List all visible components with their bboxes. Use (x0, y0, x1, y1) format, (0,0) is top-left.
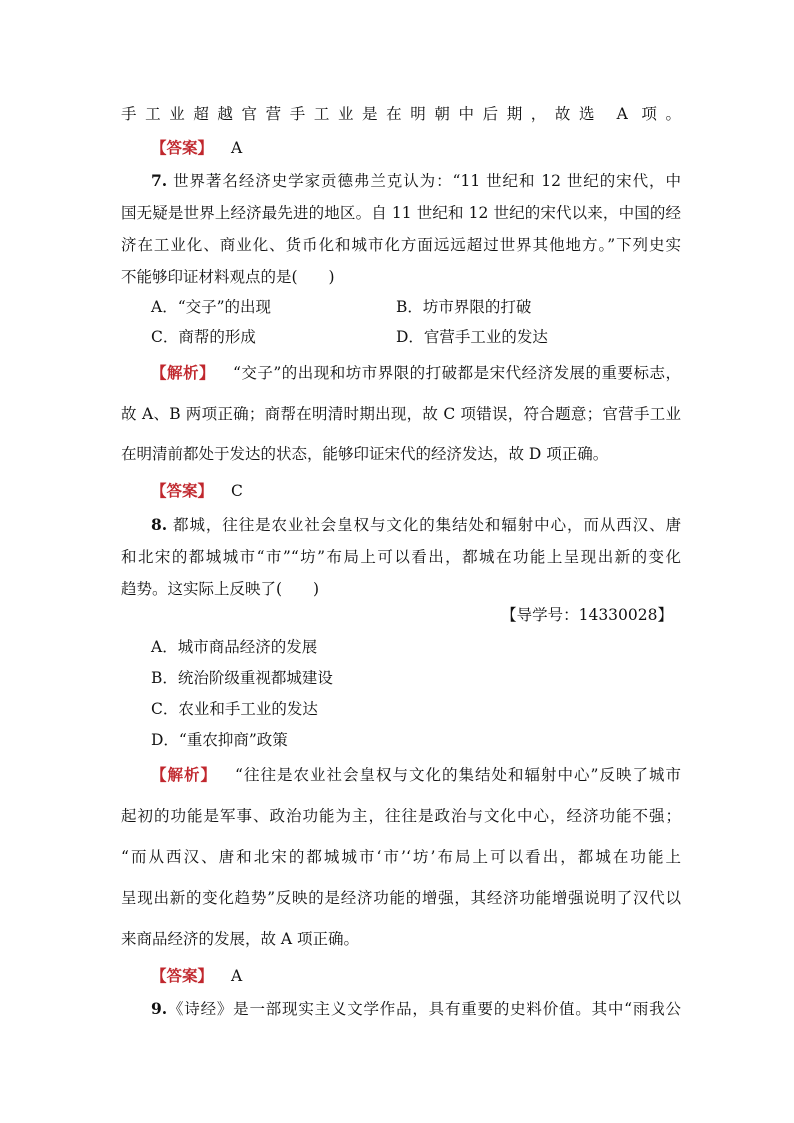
q8-option-d: D．“重农抑商”政策 (151, 731, 288, 749)
q7-stem-line-1: 7. 世界著名经济史学家贡德弗兰克认为：“11 世纪和 12 世纪的宋代，中 (151, 171, 681, 190)
q7-option-d: D．官营手工业的发达 (396, 328, 548, 346)
q6-answer-value: A (231, 139, 243, 157)
answer-label: 【答案】 (151, 138, 214, 157)
q8-analysis-line-1: 【解析】 “往往是农业社会皇权与文化的集结处和辐射中心”反映了城市 (151, 765, 681, 784)
q8-option-a: A．城市商品经济的发展 (151, 638, 318, 656)
q6-answer-row (151, 137, 711, 159)
q7-stem-line-4: 不能够印证材料观点的是( ) (121, 268, 335, 286)
q7-option-a: A．“交子”的出现 (151, 298, 272, 316)
q8-stem-line-1: 8. 都城，往往是农业社会皇权与文化的集结处和辐射中心，而从西汉、唐 (151, 515, 681, 534)
q8-stem-line-2: 和北宋的都城城市“市”“坊”布局上可以看出，都城在功能上呈现出新的变化 (121, 548, 681, 566)
q9-stem-line-1: 9.《诗经》是一部现实主义文学作品，具有重要的史料价值。其中“雨我公 (151, 999, 681, 1018)
q7-analysis-line-3: 在明清前都处于发达的状态，能够印证宋代的经济发达，故 D 项正确。 (121, 445, 609, 463)
q8-option-b: B．统治阶级重视都城建设 (151, 669, 333, 687)
q7-option-b: B．坊市界限的打破 (396, 298, 532, 316)
q8-analysis-line-2: 起初的功能是军事、政治功能为主，往往是政治与文化中心，经济功能不强； (121, 807, 681, 825)
lead-text: 手工业超越官营手工业是在明朝中后期，故选 A 项。 (121, 105, 681, 123)
q8-answer-value: A (231, 967, 243, 985)
q7-option-c: C．商帮的形成 (151, 328, 256, 346)
answer-label: 【答案】 (151, 481, 214, 500)
q8-analysis-line-3: “而从西汉、唐和北宋的都城城市‘市’‘坊’布局上可以看出，都城在功能上 (121, 848, 681, 866)
q7-stem-line-2: 国无疑是世界上经济最先进的地区。自 11 世纪和 12 世纪的宋代以来，中国的经 (121, 204, 681, 222)
analysis-label: 【解析】 (151, 765, 218, 784)
q7-analysis-line-1: 【解析】 “交子”的出现和坊市界限的打破都是宋代经济发展的重要标志， (151, 363, 681, 382)
q7-answer-value: C (231, 482, 243, 500)
q9-number: 9. (151, 999, 168, 1018)
q8-answer-row (151, 965, 711, 987)
q7-answer-row (151, 480, 711, 502)
q8-stem-line-3: 趋势。这实际上反映了( ) (121, 580, 320, 598)
q7-number: 7. (151, 171, 168, 190)
q8-analysis-line-4: 呈现出新的变化趋势”反映的是经济功能的增强，其经济功能增强说明了汉代以 (121, 889, 681, 907)
analysis-label: 【解析】 (151, 363, 215, 382)
q8-number: 8. (151, 515, 168, 534)
answer-label: 【答案】 (151, 966, 214, 985)
q8-analysis-line-5: 来商品经济的发展，故 A 项正确。 (121, 930, 360, 948)
q8-option-c: C．农业和手工业的发达 (151, 700, 318, 718)
q7-stem-line-3: 济在工业化、商业化、货币化和城市化方面远远超过世界其他地方。”下列史实 (121, 236, 681, 254)
guide-number: 【导学号：14330028】 (501, 606, 673, 624)
q7-analysis-line-2: 故 A、B 两项正确；商帮在明清时期出现，故 C 项错误，符合题意；官营手工业 (121, 405, 681, 423)
